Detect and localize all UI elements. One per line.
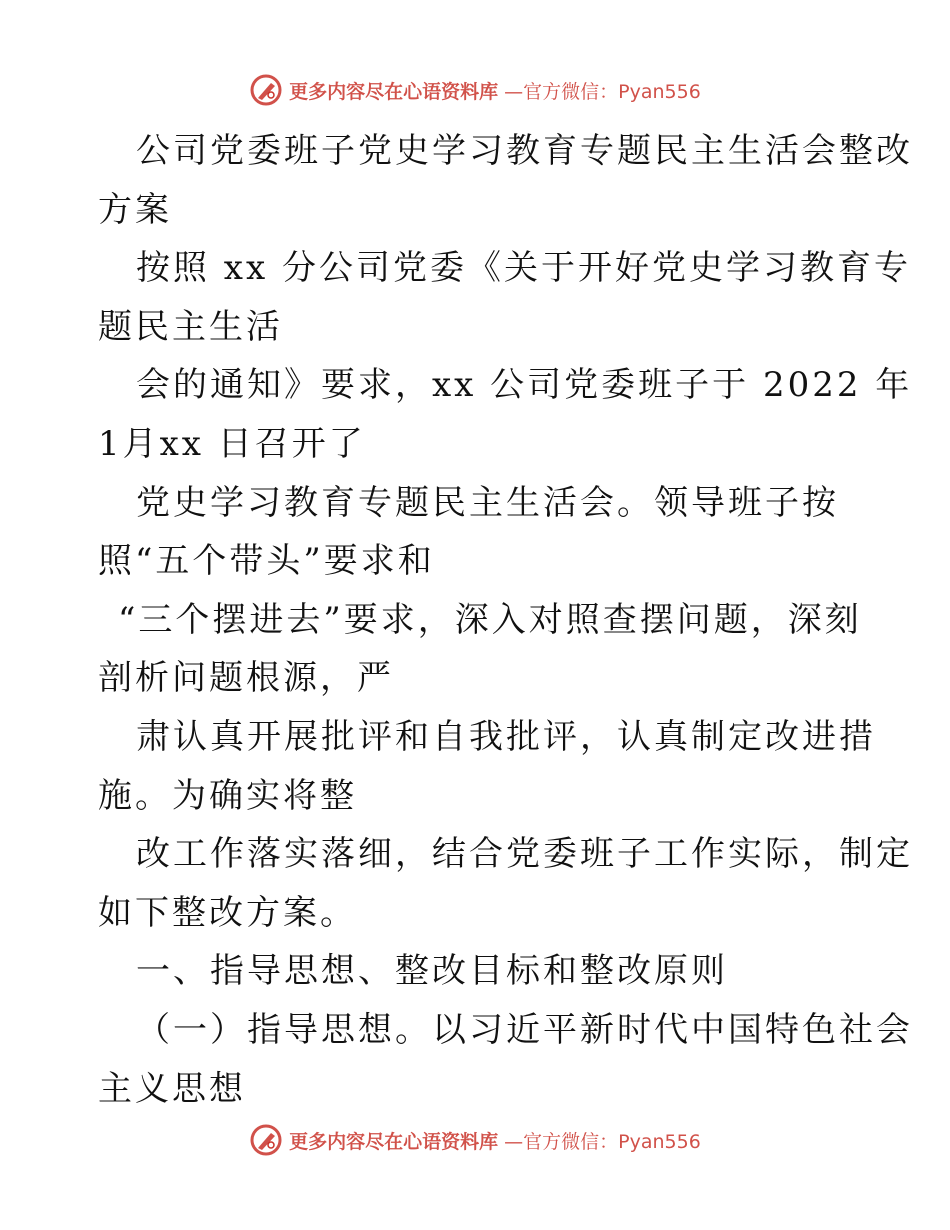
paragraph-line: 会的通知》要求，xx 公司党委班子于 2022 年 [136, 365, 913, 406]
paragraph-line: 1月xx 日召开了 [98, 423, 366, 464]
paragraph-line: 如下整改方案。 [98, 892, 357, 933]
document-body [98, 122, 913, 1118]
paragraph-line: 肃认真开展批评和自我批评，认真制定改进措 [136, 716, 876, 757]
subsection-line: （一）指导思想。以习近平新时代中国特色社会 [136, 1009, 913, 1050]
watermark-wechat: —官方微信：Pyan556 [504, 80, 701, 103]
paragraph-line: 题民主生活 [98, 306, 283, 347]
section-heading: 一、指导思想、整改目标和整改原则 [136, 951, 728, 992]
paragraph-line: 党史学习教育专题民主生活会。领导班子按 [136, 482, 839, 523]
watermark-footer [0, 1120, 950, 1160]
paragraph-line: 改工作落实落细，结合党委班子工作实际，制定 [136, 834, 913, 875]
doc-title-line-1: 公司党委班子党史学习教育专题民主生活会整改 [136, 131, 913, 171]
paragraph-line: 施。为确实将整 [98, 775, 357, 816]
watermark-header [0, 70, 950, 110]
paragraph-line: 主义思想 [98, 1068, 246, 1109]
pen-logo-icon [249, 73, 283, 107]
doc-title-line-2: 方案 [98, 189, 172, 230]
watermark-text: 更多内容尽在心语资料库 [289, 1130, 499, 1153]
watermark-text: 更多内容尽在心语资料库 [289, 80, 499, 103]
watermark-wechat: —官方微信：Pyan556 [504, 1130, 701, 1153]
pen-logo-icon [249, 1123, 283, 1157]
paragraph-line: 按照 xx 分公司党委《关于开好党史学习教育专 [136, 248, 911, 289]
paragraph-line: 照“五个带头”要求和 [98, 541, 435, 582]
paragraph-line: “三个摆进去”要求，深入对照查摆问题，深刻 [118, 599, 862, 640]
paragraph-line: 剖析问题根源，严 [98, 658, 394, 699]
